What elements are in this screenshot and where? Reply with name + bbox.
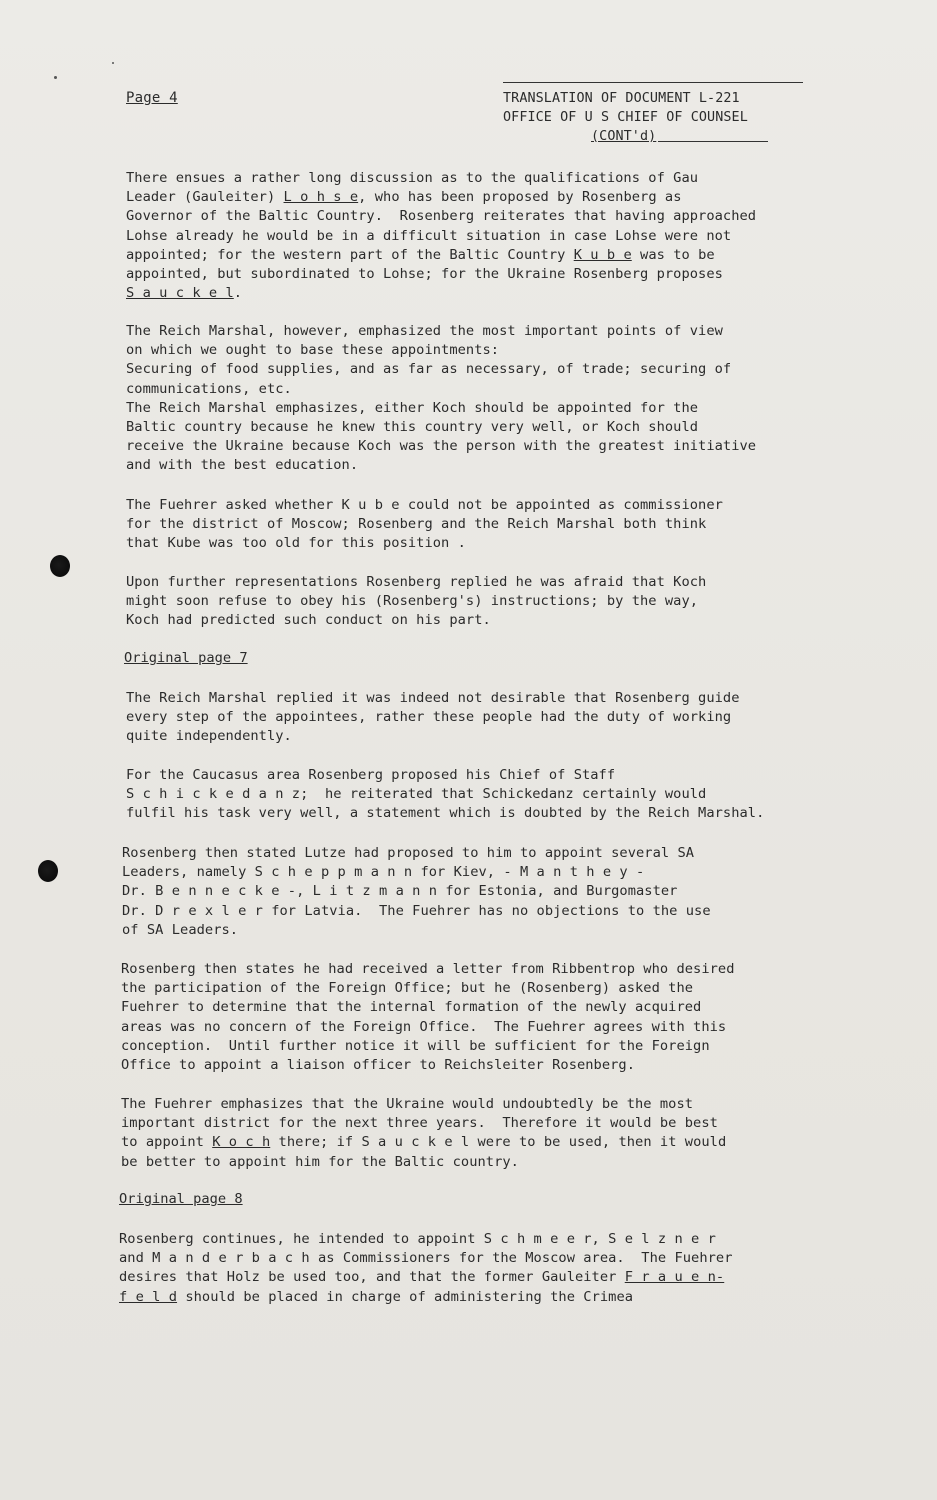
paragraph-appointees-independent: The Reich Marshal replied it was indeed not desirable that Rosenberg guide every step of the appointees, rather these people had the duty of working quite independently. (126, 690, 740, 745)
paragraph-reich-marshal-points: The Reich Marshal, however, emphasized the most important points of view on which we ought to base these appointments: Securing of food supplies, and as far as necessary, of trade; securing of communications, etc. The Reich Marshal emphasizes, either Koch should be appointed for the Baltic country because he knew this country very well, or Koch should receive the Ukraine because Koch was the person with the greatest initiative and with the best education. (126, 323, 757, 474)
name-frauenfeld-part1: F r a u e n- (624, 1269, 725, 1286)
name-sauckel: S a u c k e l (126, 285, 234, 302)
paper-speck (54, 76, 57, 79)
document-header (503, 82, 803, 146)
paragraph-moscow-commissioners: Rosenberg continues, he intended to appoint S c h m e e r, S e l z n e r and M a n d e r b a c h as Commissioners for the Moscow area. The Fuehrer desires that Holz be used too, and that the former Gauleiter F r a u e n- f e l d should be placed in charge of administering the Crimea (119, 1231, 733, 1305)
paragraph-caucasus: For the Caucasus area Rosenberg proposed his Chief of Staff S c h i c k e d a n z; he reiterated that Schickedanz certainly would fulfil his task very well, a statement which is doubted by the Reich Marshal. (126, 767, 765, 822)
heading-original-page-8: Original page 8 (119, 1191, 243, 1207)
name-frauenfeld-part2: f e l d (119, 1288, 178, 1305)
paragraph-ukraine-importance: The Fuehrer emphasizes that the Ukraine would undoubtedly be the most important district for the next three years. Therefore it would be best to appoint K o c h there; if S a u c k e l were to be used, then it would be better to appoint him for the Baltic country. (121, 1096, 727, 1170)
name-lohse: L o h s e (283, 189, 359, 206)
header-continued: (CONT'd) (503, 127, 803, 146)
heading-original-page-7: Original page 7 (124, 650, 248, 666)
paragraph-sa-leaders: Rosenberg then stated Lutze had proposed to him to appoint several SA Leaders, namely S c h e p p m a n n for Kiev, - M a n t h e y - Dr. B e n n e c k e -, L i t z m a n n for Estonia, and Burgomaster Dr. D r e x l e r for Latvia. The Fuehrer has no objections to the use of SA Leaders. (122, 845, 711, 938)
header-office: OFFICE OF U S CHIEF OF COUNSEL (503, 110, 748, 125)
name-kube: K u b e (573, 246, 632, 263)
name-koch: K o c h (212, 1134, 271, 1151)
page-number: Page 4 (126, 90, 178, 106)
paragraph-lohse-discussion: There ensues a rather long discussion as to the qualifications of Gau Leader (Gauleiter) L o h s e, who has been proposed by Rosenberg as Governor of the Baltic Country. Rosenberg reiterates that having approached Lohse already he would be in a difficult situation in case Lohse were not appointed; for the western part of the Baltic Country K u b e was to be appointed, but subordinated to Lohse; for the Ukraine Rosenberg proposes S a u c k e l. (126, 170, 757, 302)
paragraph-koch-refuse: Upon further representations Rosenberg replied he was afraid that Koch might soon refuse to obey his (Rosenberg's) instructions; by the way, Koch had predicted such conduct on his part. (126, 574, 707, 629)
paper-speck (112, 62, 114, 64)
punch-hole-top (50, 555, 70, 577)
paragraph-kube-moscow: The Fuehrer asked whether K u b e could not be appointed as commissioner for the district of Moscow; Rosenberg and the Reich Marshal both think that Kube was too old for this position . (126, 497, 723, 552)
header-title: TRANSLATION OF DOCUMENT L-221 (503, 91, 740, 106)
paragraph-foreign-office: Rosenberg then states he had received a letter from Ribbentrop who desired the participation of the Foreign Office; but he (Rosenberg) asked the Fuehrer to determine that the internal formation of the newly acquired areas was no concern of the Foreign Office. The Fuehrer agrees with this conception. Until further notice it will be sufficient for the Foreign Office to appoint a liaison officer to Reichsleiter Rosenberg. (121, 961, 735, 1074)
punch-hole-bottom (38, 860, 58, 882)
